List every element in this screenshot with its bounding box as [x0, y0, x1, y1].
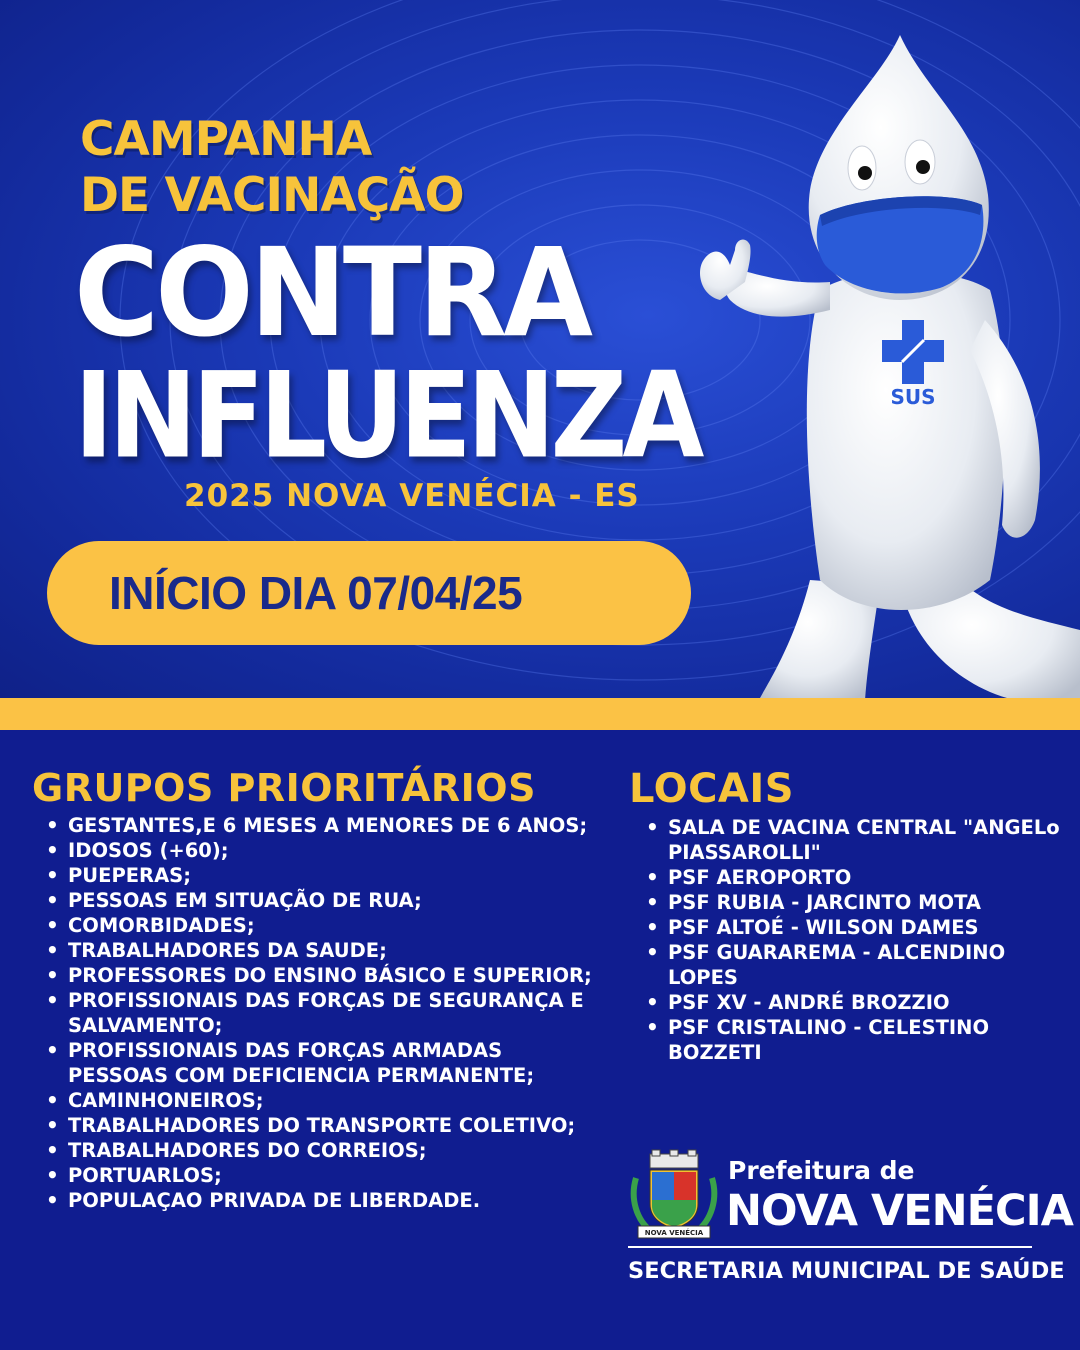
- list-item: • PROFISSIONAIS DAS FORÇAS ARMADAS PESSOAS COM DEFICIENCIA PERMANENTE;: [32, 1038, 592, 1088]
- list-item: • PSF AEROPORTO: [632, 865, 1072, 890]
- list-item: • PROFISSIONAIS DAS FORÇAS DE SEGURANÇA E SALVAMENTO;: [32, 988, 592, 1038]
- list-item: • PSF GUARAREMA - ALCENDINO LOPES: [632, 940, 1072, 990]
- secretaria-label: SECRETARIA MUNICIPAL DE SAÚDE: [628, 1258, 1065, 1284]
- list-item: • PSF ALTOÉ - WILSON DAMES: [632, 915, 1072, 940]
- year-location: 2025 NOVA VENÉCIA - ES: [184, 478, 640, 514]
- locais-list: [632, 815, 1072, 1065]
- list-item: • PESSOAS EM SITUAÇÃO DE RUA;: [32, 888, 592, 913]
- logo-divider: [628, 1246, 1032, 1248]
- list-item: • PORTUARLOS;: [32, 1163, 592, 1188]
- yellow-divider: [0, 698, 1080, 730]
- list-item: • PUEPERAS;: [32, 863, 592, 888]
- list-item: • GESTANTES,E 6 MESES A MENORES DE 6 ANOS;: [32, 813, 592, 838]
- city-crest-icon: [628, 1148, 720, 1244]
- campaign-title: [80, 112, 640, 224]
- mascot-illustration: [690, 20, 1080, 700]
- campaign-title-line1: CAMPANHA: [80, 112, 372, 167]
- list-item: • IDOSOS (+60);: [32, 838, 592, 863]
- list-item: • SALA DE VACINA CENTRAL "ANGELo PIASSAROLLI": [632, 815, 1072, 865]
- list-item: • PSF CRISTALINO - CELESTINO BOZZETI: [632, 1015, 1072, 1065]
- list-item: • PSF RUBIA - JARCINTO MOTA: [632, 890, 1072, 915]
- list-item: • TRABALHADORES DA SAUDE;: [32, 938, 592, 963]
- list-item: • TRABALHADORES DO CORREIOS;: [32, 1138, 592, 1163]
- start-date-badge: [47, 541, 691, 645]
- start-date-text: INÍCIO DIA 07/04/25: [109, 567, 523, 619]
- list-item: • CAMINHONEIROS;: [32, 1088, 592, 1113]
- groups-list: [32, 813, 592, 1213]
- locais-title: LOCAIS: [629, 766, 795, 812]
- list-item: • PSF XV - ANDRÉ BROZZIO: [632, 990, 1072, 1015]
- list-item: • COMORBIDADES;: [32, 913, 592, 938]
- headline-influenza: INFLUENZA: [74, 346, 700, 485]
- headline-contra: CONTRA: [74, 222, 590, 365]
- list-item: • TRABALHADORES DO TRANSPORTE COLETIVO;: [32, 1113, 592, 1138]
- list-item: • POPULAÇAO PRIVADA DE LIBERDADE.: [32, 1188, 592, 1213]
- prefeitura-label: Prefeitura de: [728, 1156, 915, 1185]
- prefeitura-logo: [628, 1148, 1073, 1298]
- list-item: • PROFESSORES DO ENSINO BÁSICO E SUPERIOR;: [32, 963, 592, 988]
- city-name: NOVA VENÉCIA: [726, 1186, 1073, 1236]
- groups-title: GRUPOS PRIORITÁRIOS: [32, 766, 536, 810]
- campaign-title-line2: DE VACINAÇÃO: [80, 168, 464, 223]
- sus-label: SUS: [890, 385, 936, 409]
- crest-banner-text: NOVA VENÉCIA: [644, 1229, 704, 1237]
